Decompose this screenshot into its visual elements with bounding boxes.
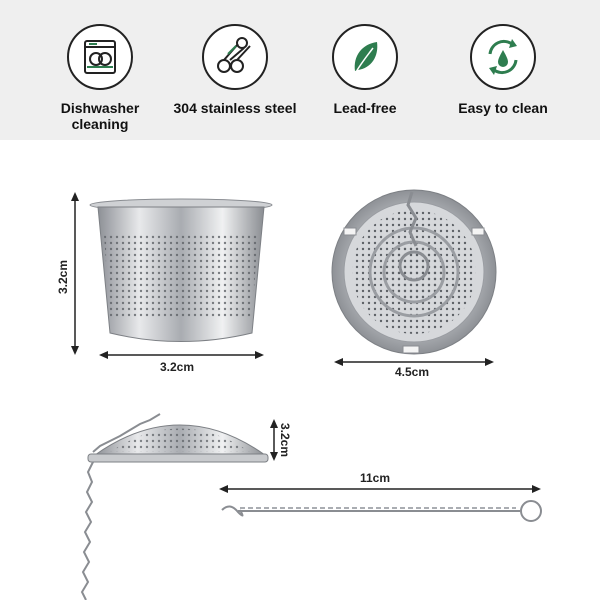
lid-diameter-label: 4.5cm <box>395 365 430 379</box>
feature-label: Lead-free <box>333 100 397 116</box>
lid-height-label: 3.2cm <box>278 422 293 458</box>
chain-length-dimension <box>219 485 541 493</box>
lid-height-dimension <box>270 419 278 461</box>
infuser-lid-top <box>332 190 496 354</box>
cup-height-dimension <box>71 192 79 355</box>
cup-width-dimension <box>99 351 264 359</box>
feature-label: Easy to clean <box>458 100 548 116</box>
feature-label: 304 stainless steel <box>173 100 297 116</box>
feature-label: Dishwasher cleaning <box>60 100 140 132</box>
chain-length-label: 11cm <box>360 471 391 485</box>
cup-width-label: 3.2cm <box>160 360 195 374</box>
chain-with-ring <box>222 501 541 521</box>
cup-height-label: 3.2cm <box>56 259 71 295</box>
infuser-cup <box>90 199 272 342</box>
infuser-lid-side <box>88 425 268 462</box>
